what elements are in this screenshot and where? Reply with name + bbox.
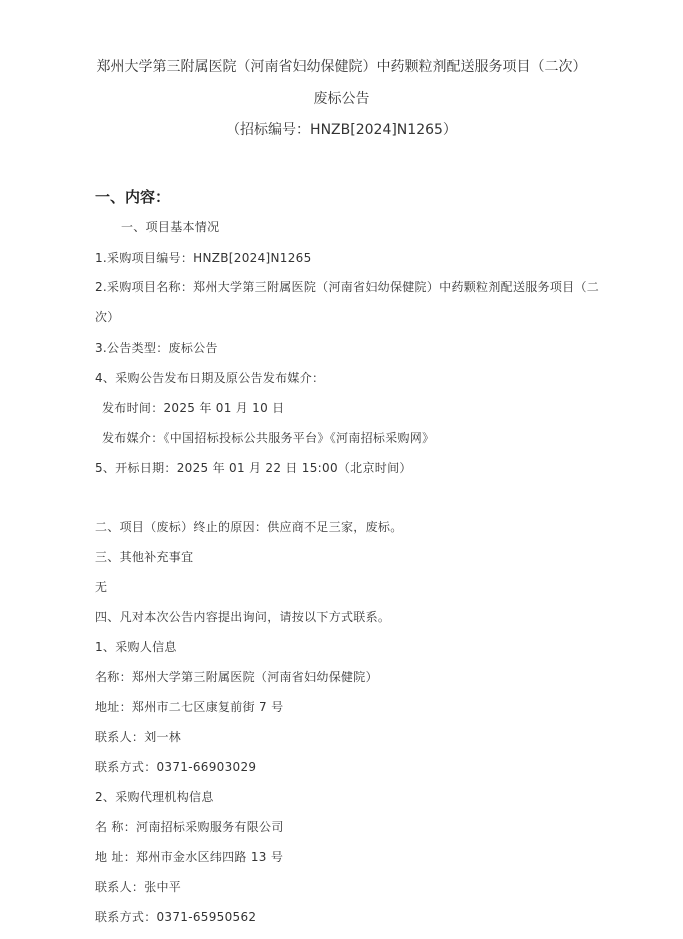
purchaser-contact: 联系人：刘一林 [95,730,182,744]
other-value: 无 [95,580,108,594]
title-line-3: （招标编号：HNZB[2024]N1265） [226,122,457,138]
item-opening-date: 5、开标日期：2025 年 01 月 22 日 15:00（北京时间） [95,461,412,475]
item-project-name: 2.采购项目名称：郑州大学第三附属医院（河南省妇幼保健院）中药颗粒剂配送服务项目（二 [95,280,600,294]
sub-heading: 一、项目基本情况 [121,220,220,234]
purchaser-heading: 1、采购人信息 [95,640,177,654]
contact-heading: 四、凡对本次公告内容提出询问，请按以下方式联系。 [95,610,391,624]
agency-contact: 联系人：张中平 [95,880,182,894]
agency-phone: 联系方式：0371-65950562 [95,910,257,924]
purchaser-name: 名称：郑州大学第三附属医院（河南省妇幼保健院） [95,670,378,684]
other-heading: 三、其他补充事宜 [95,550,194,564]
section-heading: 一、内容： [95,188,171,206]
title-line-1: 郑州大学第三附属医院（河南省妇幼保健院）中药颗粒剂配送服务项目（二次） [96,59,587,75]
termination-reason: 二、项目（废标）终止的原因：供应商不足三家，废标。 [95,520,403,534]
item-notice-type: 3.公告类型：废标公告 [95,341,218,355]
item-project-name-cont: 次） [95,310,120,324]
title-line-2: 废标公告 [313,91,370,107]
purchaser-phone: 联系方式：0371-66903029 [95,760,257,774]
agency-name: 名 称：河南招标采购服务有限公司 [95,820,284,834]
item-project-number: 1.采购项目编号：HNZB[2024]N1265 [95,251,312,265]
purchaser-address: 地址：郑州市二七区康复前街 7 号 [95,700,284,714]
publish-media: 发布媒介：《中国招标投标公共服务平台》《河南招标采购网》 [102,431,435,445]
item-publish-info: 4、采购公告发布日期及原公告发布媒介： [95,371,325,385]
publish-time: 发布时间：2025 年 01 月 10 日 [102,401,285,415]
agency-heading: 2、采购代理机构信息 [95,790,214,804]
agency-address: 地 址：郑州市金水区纬四路 13 号 [95,850,284,864]
